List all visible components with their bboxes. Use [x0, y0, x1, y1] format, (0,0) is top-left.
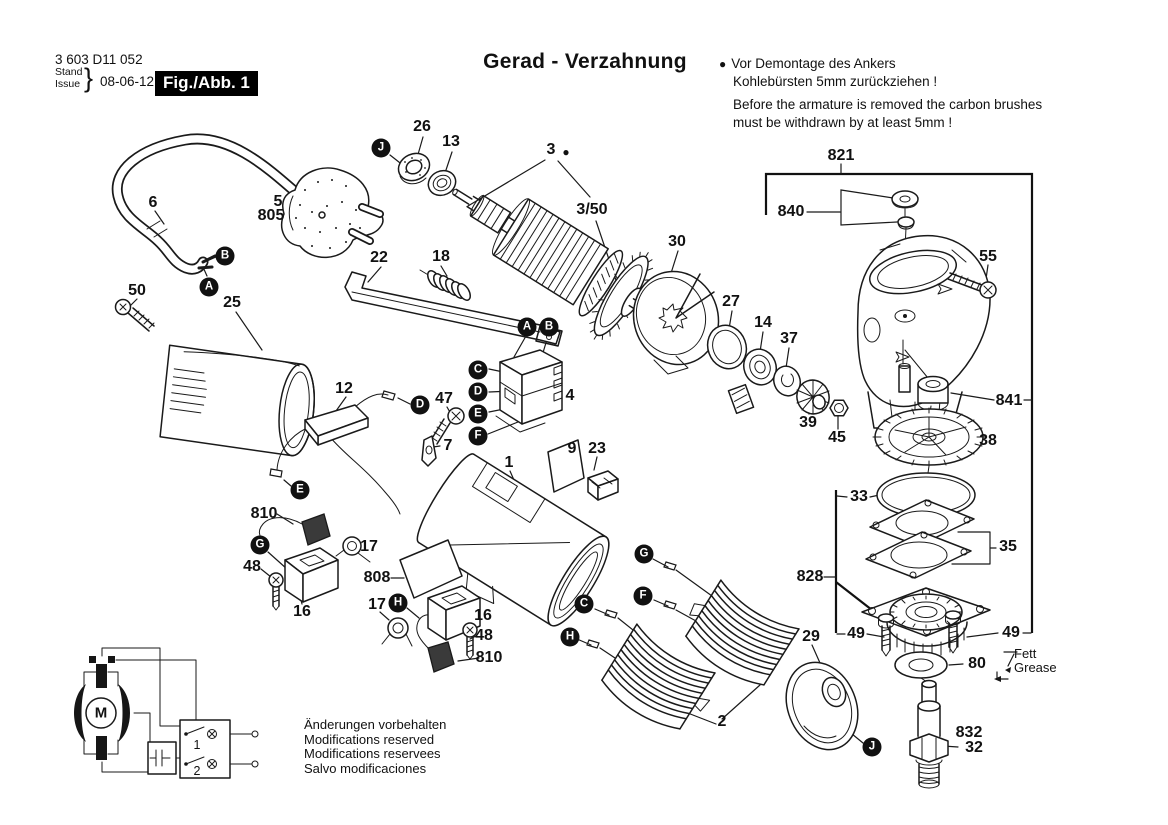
note-en-line1: Before the armature is removed the carbon brushes — [733, 97, 1043, 112]
terminal-label-1: 1 — [193, 737, 201, 752]
part-label-9: 9 — [567, 440, 577, 457]
part-label-13: 13 — [442, 133, 460, 150]
grease-note-en: Grease — [1014, 660, 1057, 675]
modifications-note-line: Modifications reserved — [304, 731, 435, 747]
callout-B: B — [216, 247, 235, 266]
callout-E: E — [291, 481, 310, 500]
part-label-6: 6 — [148, 194, 158, 211]
note-de-line1: ● Vor Demontage des Ankers — [719, 56, 896, 71]
screw-49-left-drawing — [879, 614, 894, 656]
part-label-80: 80 — [968, 655, 986, 672]
callout-G: G — [251, 536, 270, 555]
modifications-note-line: Modifications reservees — [304, 746, 441, 761]
part-label-5: 5 — [273, 193, 283, 210]
part-label-18: 18 — [432, 248, 450, 265]
armature-note-marker-dot: ● — [562, 145, 570, 159]
part-label-16: 16 — [293, 603, 311, 620]
spindle-832-drawing — [910, 678, 948, 788]
part-label-39: 39 — [799, 414, 817, 431]
part-label-14: 14 — [754, 314, 772, 331]
switch-4-drawing — [496, 350, 562, 432]
part-label-38: 38 — [979, 432, 997, 449]
washer-80-drawing — [895, 652, 947, 678]
part-label-35: 35 — [999, 538, 1017, 555]
part-label-49: 49 — [847, 625, 865, 642]
issue-label: Issue — [55, 77, 81, 90]
callout-C: C — [575, 595, 594, 614]
part-label-29: 29 — [802, 628, 820, 645]
part-label-3x50: 3/50 — [576, 201, 608, 218]
stand-issue-label — [55, 67, 82, 90]
document-part-number: 3 603 D11 052 — [55, 52, 143, 67]
callout-E: E — [469, 405, 488, 424]
modifications-note-line: Salvo modificaciones — [304, 760, 427, 776]
nut-45-drawing — [830, 400, 848, 416]
part-label-50: 50 — [128, 282, 146, 299]
modifications-note — [304, 718, 446, 776]
note-en-line2: must be withdrawn by at least 5mm ! — [733, 115, 953, 130]
part-label-45: 45 — [828, 429, 846, 446]
part-label-832: 832 — [955, 724, 983, 741]
part-label-47: 47 — [435, 390, 453, 407]
bearing-flange-828-drawing — [862, 588, 990, 657]
part-label-3: 3 — [546, 141, 556, 158]
bearing-26-drawing — [394, 148, 434, 185]
part-label-810: 810 — [475, 649, 503, 666]
callout-A: A — [518, 318, 537, 337]
key-block-drawing — [728, 385, 753, 414]
note-bullet-icon: ● — [719, 57, 727, 71]
armature-note — [719, 55, 1054, 132]
part-label-17: 17 — [360, 538, 378, 555]
part-label-2: 2 — [717, 713, 727, 730]
callout-C: C — [469, 361, 488, 380]
part-label-4: 4 — [565, 387, 575, 404]
part-label-16: 16 — [474, 607, 492, 624]
part-label-26: 26 — [413, 118, 431, 135]
part-label-23: 23 — [588, 440, 606, 457]
part-label-17: 17 — [368, 596, 386, 613]
note-de-line2: Kohlebürsten 5mm zurückziehen ! — [733, 74, 938, 89]
part-label-27: 27 — [722, 293, 740, 310]
callout-G: G — [635, 545, 654, 564]
part-label-7: 7 — [443, 437, 453, 454]
label-sticker-9-drawing — [548, 440, 584, 492]
part-label-821: 821 — [827, 147, 855, 164]
callout-J: J — [372, 139, 391, 158]
issue-date: 08-06-12 — [100, 74, 155, 89]
part-label-32: 32 — [965, 739, 983, 756]
part-label-55: 55 — [979, 248, 997, 265]
callout-J: J — [863, 738, 882, 757]
brush-holder-left-drawing — [259, 514, 370, 610]
clamp-7-drawing — [422, 436, 436, 466]
part-label-49: 49 — [1002, 624, 1020, 641]
part-label-30: 30 — [668, 233, 686, 250]
callout-B: B — [540, 318, 559, 337]
grease-note-de: Fett — [1014, 646, 1037, 661]
stand-label: Stand — [55, 66, 83, 78]
part-label-808: 808 — [363, 569, 391, 586]
stand-issue-brace: } — [84, 63, 94, 93]
fan-gear-38-drawing — [873, 406, 985, 480]
callout-D: D — [411, 396, 430, 415]
terminal-label-2: 2 — [193, 763, 201, 778]
callout-H: H — [561, 628, 580, 647]
figure-label: Fig./Abb. 1 — [155, 71, 258, 96]
part-label-48: 48 — [243, 558, 261, 575]
rear-cover-29-drawing — [774, 652, 871, 761]
callout-H: H — [389, 594, 408, 613]
page-title: Gerad - Verzahnung — [483, 50, 687, 73]
part-label-1: 1 — [504, 454, 514, 471]
spring-18-drawing — [420, 269, 473, 303]
part-label-25: 25 — [223, 294, 241, 311]
part-label-37: 37 — [780, 330, 798, 347]
screw-50-drawing — [116, 300, 155, 332]
modifications-note-line: Änderungen vorbehalten — [304, 717, 447, 732]
part-label-805: 805 — [257, 207, 285, 224]
grease-note — [1014, 647, 1057, 675]
part-label-12: 12 — [335, 380, 353, 397]
part-label-840: 840 — [777, 203, 805, 220]
callout-F: F — [469, 427, 488, 446]
part-label-33: 33 — [850, 488, 868, 505]
part-label-22: 22 — [370, 249, 388, 266]
slider-button-23-drawing — [588, 471, 618, 500]
callout-D: D — [469, 383, 488, 402]
part-label-48: 48 — [475, 627, 493, 644]
motor-symbol-label: M — [94, 704, 108, 722]
part-label-810: 810 — [250, 505, 278, 522]
part-label-841: 841 — [995, 392, 1023, 409]
plug-drawing — [282, 168, 383, 257]
callout-F: F — [634, 587, 653, 606]
callout-A: A — [200, 278, 219, 297]
part-label-828: 828 — [796, 568, 824, 585]
motor-sleeve-drawing — [160, 345, 319, 457]
